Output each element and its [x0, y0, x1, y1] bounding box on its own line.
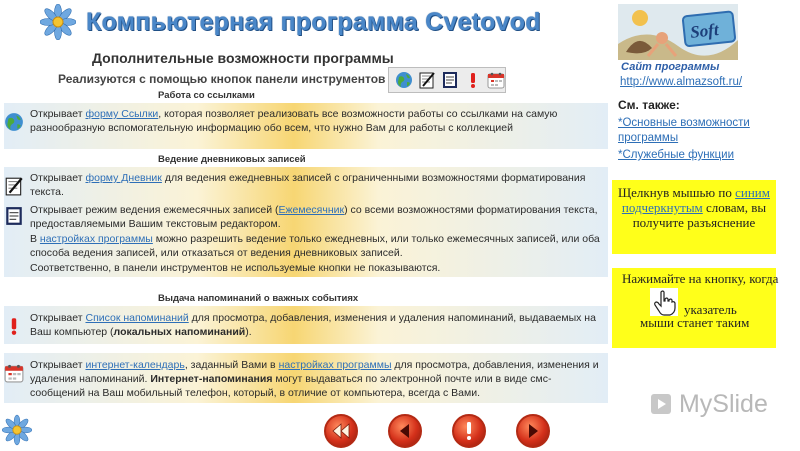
links-form-link[interactable]: форму Ссылки	[85, 108, 159, 120]
bold-fragment: Интернет-напоминания	[150, 373, 273, 385]
diary-description	[30, 171, 600, 199]
links-description	[30, 107, 600, 135]
exclamation-icon	[464, 421, 474, 441]
diary-form-link[interactable]: форму Дневник	[85, 172, 162, 184]
hint-link-sample[interactable]: синим подчеркнутым	[621, 185, 770, 215]
toolbar	[388, 67, 506, 93]
hint-box-cursor	[612, 268, 779, 348]
service-functions-link[interactable]: *Служебные функции	[618, 149, 735, 161]
internet-calendar-link[interactable]: интернет-календарь	[85, 359, 185, 371]
text-fragment: Открывает	[30, 172, 86, 184]
calendar-description	[30, 358, 600, 400]
soft-logo-image	[618, 4, 738, 60]
hint2-line2: указатель	[684, 302, 737, 317]
flower-logo-icon	[2, 414, 32, 446]
bold-fragment: локальных напоминаний	[113, 326, 246, 338]
text-fragment: для просмотра, добавления, изменения и удаления напоминаний.	[30, 359, 599, 385]
exclamation-icon	[4, 316, 24, 336]
text-fragment: , которая позволяет реализовать все возможности работы со ссылками на самую разнообразную вспомогательную информацию обо всем, что нужно Вам для работы с коллекцией	[30, 108, 558, 134]
first-page-button[interactable]	[324, 414, 358, 448]
watermark	[650, 390, 768, 419]
page-subtitle: Дополнительные возможности программы	[92, 50, 394, 66]
text-fragment: Открывает	[30, 108, 86, 120]
soft-logo-text: Soft	[689, 19, 720, 42]
page-title: Компьютерная программа Cvetovod	[86, 8, 541, 36]
settings-description	[30, 232, 600, 260]
reminders-description	[30, 311, 600, 339]
calendar-icon[interactable]	[486, 70, 505, 90]
hand-cursor-icon	[650, 288, 678, 316]
section-heading-links: Работа со ссылками	[158, 90, 255, 101]
text-fragment: могут выдаваться по электронной почте или в виде смс-сообщений на Ваш мобильный телефон, который, в отличие от компьютера, всегда с Вами.	[30, 373, 552, 399]
text-fragment: для ведения ежедневных записей с ограниченными возможностями форматирования текста.	[30, 172, 586, 198]
settings-link[interactable]: настройках программы	[39, 233, 153, 245]
monthly-link[interactable]: Ежемесячник	[278, 204, 345, 216]
pen-notebook-icon	[4, 176, 24, 196]
text-fragment: ) со всеми возможностями форматирования текста, предоставляемыми Вашим текстовым редактором.	[30, 204, 598, 230]
exclamation-icon[interactable]	[463, 70, 482, 90]
hint-box-links	[612, 180, 776, 254]
globe-icon	[4, 112, 24, 132]
play-logo-icon	[650, 393, 672, 415]
text-fragment: для просмотра, добавления, изменения и удаления напоминаний, выдаваемых на Ваш компьютер (	[30, 312, 596, 338]
reminders-list-link[interactable]: Список напоминаний	[85, 312, 189, 324]
text-fragment: В	[30, 233, 40, 245]
hint2-line3: мыши станет таким	[640, 315, 750, 330]
prev-page-button[interactable]	[388, 414, 422, 448]
section-heading-diary: Ведение дневниковых записей	[158, 154, 306, 165]
arrow-right-icon	[525, 423, 541, 439]
toolbar-note: Соответственно, в панели инструментов не используемые кнопки не показываются.	[30, 262, 441, 274]
globe-icon[interactable]	[395, 70, 414, 90]
monthly-journal-icon	[4, 206, 24, 226]
flower-logo-icon	[40, 4, 76, 40]
site-label: Сайт программы	[621, 61, 720, 73]
text-fragment: ).	[245, 326, 252, 338]
double-arrow-left-icon	[331, 423, 351, 439]
text-fragment: Открывает режим ведения ежемесячных записей (	[30, 204, 279, 216]
site-url-link[interactable]: http://www.almazsoft.ru/	[620, 76, 743, 88]
main-features-link[interactable]: *Основные возможности программы	[618, 117, 750, 144]
settings-link-2[interactable]: настройках программы	[278, 359, 392, 371]
info-button[interactable]	[452, 414, 486, 448]
text-fragment: , заданный Вами в	[184, 359, 279, 371]
text-fragment: можно разрешить ведение только ежедневных, или только ежемесячных записей, или оба способа ведения записей, или отказаться от ведения дневниковых записей.	[30, 233, 600, 259]
text-fragment: Открывает	[30, 312, 86, 324]
next-page-button[interactable]	[516, 414, 550, 448]
watermark-text: MySlide	[678, 390, 768, 418]
section-heading-reminders: Выдача напоминаний о важных событиях	[158, 293, 359, 304]
hint2-line1: Нажимайте на кнопку, когда	[622, 271, 779, 286]
monthly-description	[30, 203, 600, 231]
see-also-label: См. также:	[618, 98, 680, 112]
see-also-links	[618, 116, 793, 165]
pen-notebook-icon[interactable]	[418, 70, 437, 90]
text-fragment: Открывает	[30, 359, 86, 371]
hint-text: Щелкнув мышью по	[618, 185, 736, 200]
calendar-icon	[4, 363, 24, 383]
toolbar-caption: Реализуются с помощью кнопок панели инструментов	[58, 72, 386, 86]
arrow-left-icon	[397, 423, 413, 439]
monthly-journal-icon[interactable]	[441, 70, 460, 90]
hint-text: словам, вы получите разъяснение	[632, 200, 767, 230]
